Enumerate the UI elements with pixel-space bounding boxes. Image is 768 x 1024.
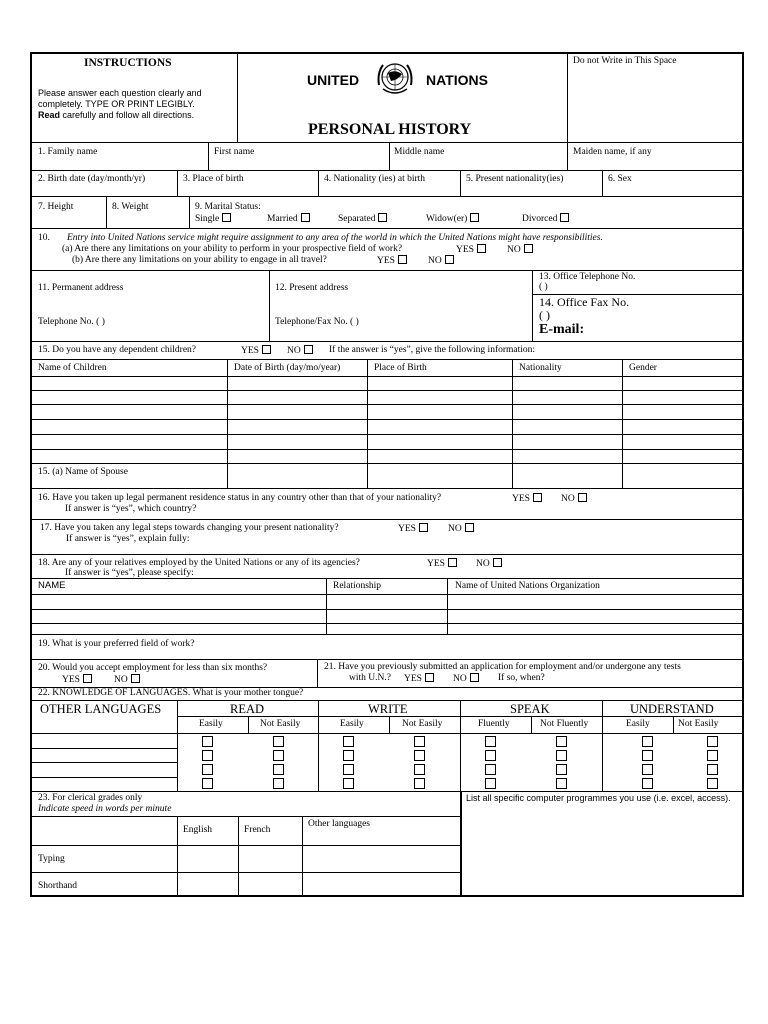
question-15 [32,341,742,359]
nationality-at-birth-field[interactable]: 4. Nationality (ies) at birth [324,174,426,184]
marital-married[interactable]: Married [267,213,310,225]
birth-date-field[interactable]: 2. Birth date (day/month/yr) [38,174,146,184]
height-field[interactable]: 7. Height [38,202,74,212]
q15-text: 15. Do you have any dependent children? [38,345,197,355]
personal-history-form [30,52,744,897]
language-checkbox[interactable] [414,778,425,789]
q15-follow: If the answer is “yes”, give the following information: [329,345,536,355]
checkbox[interactable] [419,523,428,532]
q17-yes[interactable]: YES [398,523,428,535]
language-checkbox[interactable] [343,736,354,747]
language-checkbox[interactable] [642,736,653,747]
language-checkbox[interactable] [414,736,425,747]
q16-no[interactable]: NO [561,493,587,505]
read-header: READ [230,702,265,716]
instructions-text: Please answer each question clearly and [38,88,202,98]
marital-separated[interactable]: Separated [338,213,387,225]
checkbox[interactable] [533,493,542,502]
english-header: English [183,825,213,835]
weight-field[interactable]: 8. Weight [112,202,149,212]
language-checkbox[interactable] [343,764,354,775]
language-checkbox[interactable] [556,764,567,775]
checkbox[interactable] [398,255,407,264]
q22-text: 22. KNOWLEDGE OF LANGUAGES. What is your mother tongue? [38,688,304,698]
q17-sub: If answer is “yes”, explain fully: [66,534,190,544]
q17-text: 17. Have you taken any legal steps towards changing your present nationality? [40,523,339,533]
q10-b-text: (b) Are there any limitations on your ability to engage in all travel? [72,255,327,265]
language-checkbox[interactable] [707,736,718,747]
checkbox[interactable] [131,674,140,683]
column-header: Relationship [333,581,382,591]
column-header: Place of Birth [374,363,427,373]
sub-header: Not Easily [260,719,301,729]
checkbox[interactable] [445,255,454,264]
office-fax-paren: ( ) [539,308,550,322]
language-checkbox[interactable] [202,778,213,789]
q15-yes[interactable]: YES [241,345,271,357]
language-checkbox[interactable] [343,750,354,761]
question-20-21 [32,659,742,687]
language-checkbox[interactable] [202,764,213,775]
q10-a-text: (a) Are there any limitations on your ability to perform in your prospective field of work? [62,244,403,254]
checkbox[interactable] [425,673,434,682]
column-header: NAME [38,580,66,591]
language-checkbox[interactable] [202,750,213,761]
sub-header: Easily [199,719,223,729]
maiden-name-field[interactable]: Maiden name, if any [573,147,652,157]
language-checkbox[interactable] [273,736,284,747]
question-10 [32,228,742,270]
first-name-field[interactable]: First name [214,147,255,157]
language-checkbox[interactable] [485,764,496,775]
checkbox[interactable] [470,213,479,222]
language-checkbox[interactable] [343,778,354,789]
language-checkbox[interactable] [707,750,718,761]
question-16 [32,488,742,519]
language-checkbox[interactable] [414,750,425,761]
place-of-birth-field[interactable]: 3. Place of birth [183,174,244,184]
language-checkbox[interactable] [485,778,496,789]
sub-header: Fluently [478,719,510,729]
language-checkbox[interactable] [556,778,567,789]
sub-header: Easily [626,719,650,729]
q18-no[interactable]: NO [476,558,502,570]
middle-name-field[interactable]: Middle name [394,147,445,157]
language-checkbox[interactable] [556,750,567,761]
q21-no[interactable]: NO [453,673,479,685]
physical-row [32,196,742,228]
q15-no[interactable]: NO [287,345,313,357]
language-checkbox[interactable] [707,764,718,775]
q21-yes[interactable]: YES [404,673,434,685]
other-languages-header: Other languages [308,819,370,829]
column-header: Gender [629,363,657,373]
checkbox[interactable] [83,674,92,683]
language-checkbox[interactable] [273,764,284,775]
names-row [32,142,742,170]
column-header: Nationality [519,363,562,373]
spouse-name-field[interactable]: 15. (a) Name of Spouse [38,467,128,477]
french-header: French [244,825,271,835]
children-table [32,359,742,488]
q16-yes[interactable]: YES [512,493,542,505]
q10-text: Entry into United Nations service might require assignment to any area of the world in which the United Nations might have responsibilities. [67,233,603,243]
checkbox[interactable] [378,213,387,222]
q19-text[interactable]: 19. What is your preferred field of work? [38,639,195,649]
q17-no[interactable]: NO [448,523,474,535]
understand-header: UNDERSTAND [630,702,714,716]
language-checkbox[interactable] [556,736,567,747]
org-name-left: UNITED [307,72,360,88]
language-checkbox[interactable] [202,736,213,747]
email-field[interactable]: E-mail: [539,322,585,337]
instructions-text: completely. TYPE OR PRINT LEGIBLY. [38,99,195,109]
question-17 [32,519,742,554]
marital-divorced[interactable]: Divorced [522,213,569,225]
q10-b-no[interactable]: NO [428,255,454,267]
telefax-field[interactable]: Telephone/Fax No. ( ) [275,317,359,327]
office-telephone-field[interactable]: 13. Office Telephone No. [539,272,636,282]
checkbox[interactable] [560,213,569,222]
q10-a-yes[interactable]: YES [456,244,486,256]
un-emblem-icon [373,59,417,99]
q18-sub: If answer is “yes”, please specify: [65,568,194,578]
language-checkbox[interactable] [642,764,653,775]
checkbox[interactable] [304,345,313,354]
question-18 [32,554,742,634]
page-title: PERSONAL HISTORY [308,121,472,138]
instructions-text: Read carefully and follow all directions. [38,110,195,120]
permanent-address-field[interactable]: 11. Permanent address [38,283,124,293]
question-19 [32,634,742,659]
language-checkbox[interactable] [642,778,653,789]
instructions-title: INSTRUCTIONS [84,57,172,69]
language-checkbox[interactable] [642,750,653,761]
present-address-field[interactable]: 12. Present address [275,283,349,293]
office-use-label: Do not Write in This Space [573,56,677,66]
q16-sub: If answer is “yes”, which country? [65,504,197,514]
office-telephone-paren: ( ) [539,282,548,292]
q20-yes[interactable]: YES [62,674,92,686]
language-checkbox[interactable] [273,750,284,761]
q10-b-yes[interactable]: YES [377,255,407,267]
sub-header: Not Easily [402,719,443,729]
q21-text: 21. Have you previously submitted an application for employment and/or undergone any tests [324,662,681,672]
present-nationality-field[interactable]: 5. Present nationality(ies) [466,174,564,184]
other-languages-label: OTHER LANGUAGES [40,702,162,716]
q18-text: 18. Are any of your relatives employed by the United Nations or any of its agencies? [38,558,360,568]
q10-number: 10. [38,233,50,243]
checkbox[interactable] [262,345,271,354]
checkbox[interactable] [578,493,587,502]
address-row [32,270,742,341]
q21-line2: with U.N.? [349,673,391,683]
typing-label: Typing [38,854,65,864]
checkbox[interactable] [301,213,310,222]
language-checkbox[interactable] [414,764,425,775]
marital-widower[interactable]: Widow(er) [426,213,479,225]
column-header: Date of Birth (day/mo/year) [234,363,341,373]
checkbox[interactable] [448,558,457,567]
birth-row [32,170,742,196]
checkbox[interactable] [524,244,533,253]
marital-status-label: 9. Marital Status: [195,202,261,212]
office-fax-field[interactable]: 14. Office Fax No. [539,295,630,309]
family-name-field[interactable]: 1. Family name [38,147,98,157]
q23-italic: Indicate speed in words per minute [38,804,172,814]
shorthand-label: Shorthand [38,881,78,891]
column-header: Name of United Nations Organization [455,581,600,591]
question-23 [32,791,742,897]
question-22-languages [32,687,742,791]
q18-yes[interactable]: YES [427,558,457,570]
q21-ifso: If so, when? [498,673,545,683]
language-checkbox[interactable] [707,778,718,789]
q20-text: 20. Would you accept employment for less than six months? [38,663,268,673]
language-checkbox[interactable] [273,778,284,789]
checkbox[interactable] [222,213,231,222]
computer-programmes-field[interactable]: List all specific computer programmes you use (i.e. excel, access). [466,793,731,803]
checkbox[interactable] [477,244,486,253]
q16-text: 16. Have you taken up legal permanent residence status in any country other than that of your nationality? [38,493,442,503]
telephone-field[interactable]: Telephone No. ( ) [38,317,105,327]
speak-header: SPEAK [510,702,550,716]
write-header: WRITE [368,702,408,716]
language-checkbox[interactable] [485,750,496,761]
checkbox[interactable] [470,673,479,682]
q23-text: 23. For clerical grades only [38,793,143,803]
q20-no[interactable]: NO [114,674,140,686]
marital-single[interactable]: Single [195,213,231,225]
q10-a-no[interactable]: NO [507,244,533,256]
sub-header: Not Easily [678,719,719,729]
language-checkbox[interactable] [485,736,496,747]
sub-header: Easily [340,719,364,729]
column-header: Name of Children [38,363,107,373]
org-name-right: NATIONS [426,72,488,88]
sex-field[interactable]: 6. Sex [608,174,632,184]
checkbox[interactable] [493,558,502,567]
checkbox[interactable] [465,523,474,532]
sub-header: Not Fluently [540,719,589,729]
